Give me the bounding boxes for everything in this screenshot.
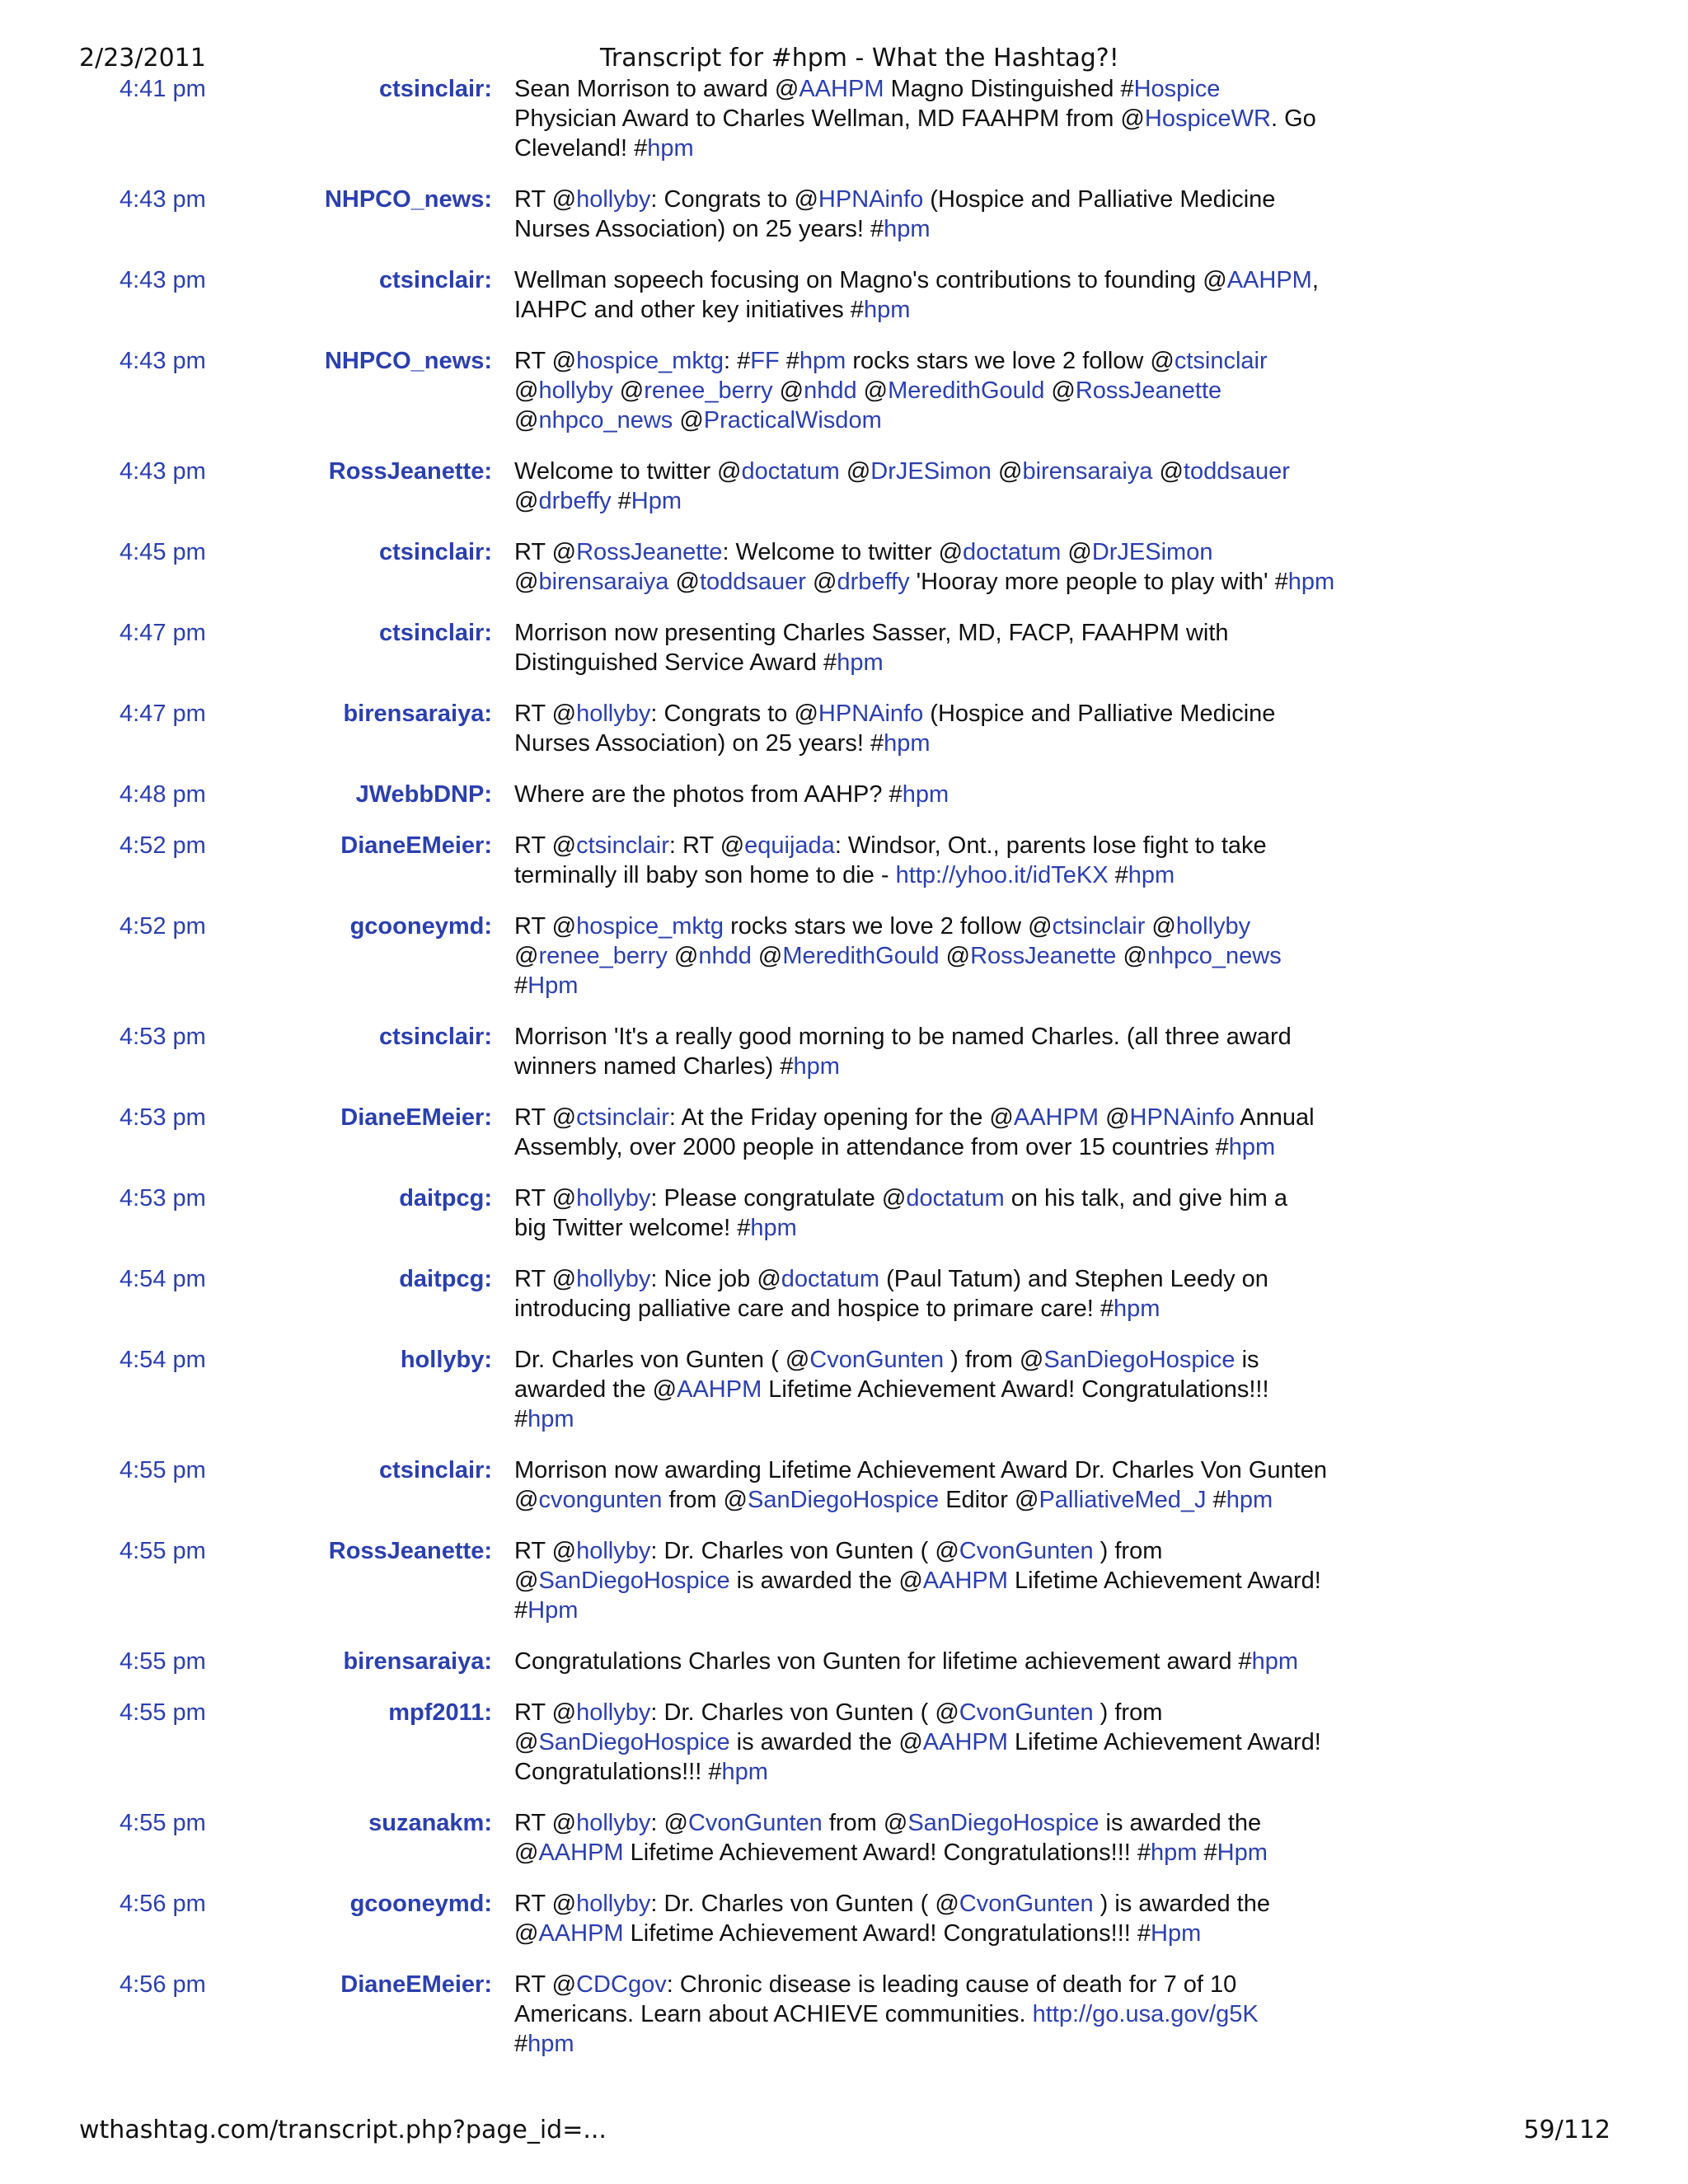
message-link[interactable]: hpm	[528, 2031, 574, 2057]
message-link[interactable]: doctatum	[906, 1185, 1005, 1212]
message-link[interactable]: birensaraiya	[1022, 458, 1153, 485]
message-line: IAHPC and other key initiatives #hpm	[514, 297, 911, 323]
row-message	[514, 1808, 1421, 1868]
message-link[interactable]: renee_berry	[538, 943, 668, 969]
message-link[interactable]: doctatum	[741, 458, 840, 485]
message-link[interactable]: HPNAinfo	[1129, 1104, 1235, 1131]
row-username[interactable]: ctsinclair:	[379, 267, 492, 293]
message-link[interactable]: nhdd	[804, 377, 857, 404]
row-username[interactable]: gcooneymd:	[349, 1891, 492, 1917]
message-line: RT @hollyby: Please congratulate @doctatum on his talk, and give him a	[514, 1185, 1287, 1212]
message-link[interactable]: AAHPM	[799, 76, 884, 102]
row-time[interactable]: 4:55 pm	[120, 1648, 206, 1675]
row-message	[514, 1698, 1421, 1787]
message-line: @renee_berry @nhdd @MeredithGould @RossJeanette @nhpco_news	[514, 943, 1282, 969]
message-line: RT @ctsinclair: RT @equijada: Windsor, Ont., parents lose fight to take	[514, 832, 1267, 859]
message-link[interactable]: http://yhoo.it/idTeKX	[895, 862, 1109, 888]
message-line: RT @hollyby: Congrats to @HPNAinfo (Hospice and Palliative Medicine	[514, 186, 1276, 213]
message-link[interactable]: birensaraiya	[538, 569, 669, 595]
message-link[interactable]: hospice_mktg	[576, 348, 724, 374]
message-line: Nurses Association) on 25 years! #hpm	[514, 730, 931, 757]
row-username[interactable]: JWebbDNP:	[355, 781, 492, 808]
message-link[interactable]: AAHPM	[538, 1920, 624, 1947]
message-link[interactable]: hpm	[884, 216, 931, 242]
message-line: #Hpm	[514, 1597, 579, 1624]
message-line: @hollyby @renee_berry @nhdd @MeredithGould @RossJeanette	[514, 377, 1222, 404]
message-line: Dr. Charles von Gunten ( @CvonGunten ) from @SanDiegoHospice is	[514, 1347, 1259, 1373]
row-time[interactable]: 4:52 pm	[120, 913, 206, 940]
row-time[interactable]: 4:55 pm	[120, 1810, 206, 1836]
message-link[interactable]: RossJeanette	[970, 943, 1117, 969]
message-line: Nurses Association) on 25 years! #hpm	[514, 216, 931, 242]
message-link[interactable]: Hpm	[528, 972, 579, 999]
message-link[interactable]: AAHPM	[1013, 1104, 1100, 1131]
message-link[interactable]: MeredithGould	[782, 943, 940, 969]
row-message	[514, 618, 1421, 677]
message-line: introducing palliative care and hospice to primare care! #hpm	[514, 1296, 1160, 1322]
message-link[interactable]: nhpco_news	[538, 407, 673, 434]
message-line: Morrison now presenting Charles Sasser, MD, FACP, FAAHPM with	[514, 620, 1229, 646]
message-link[interactable]: CvonGunten	[687, 1810, 823, 1836]
message-link[interactable]: http://go.usa.gov/g5K	[1032, 2001, 1259, 2027]
row-time[interactable]: 4:43 pm	[120, 186, 206, 213]
row-username[interactable]: RossJeanette:	[328, 458, 492, 485]
row-username[interactable]: suzanakm:	[368, 1810, 492, 1836]
message-link[interactable]: ctsinclair	[576, 832, 669, 859]
message-link[interactable]: hpm	[1128, 862, 1175, 888]
row-time[interactable]: 4:45 pm	[120, 539, 206, 565]
row-username[interactable]: ctsinclair:	[379, 539, 492, 565]
message-line: RT @hollyby: Dr. Charles von Gunten ( @CvonGunten ) is awarded the	[514, 1891, 1270, 1917]
message-link[interactable]: ctsinclair	[1174, 348, 1268, 374]
row-username[interactable]: RossJeanette:	[328, 1538, 492, 1564]
message-link[interactable]: nhdd	[698, 943, 752, 969]
row-time[interactable]: 4:43 pm	[120, 348, 206, 374]
message-line: @nhpco_news @PracticalWisdom	[514, 407, 882, 434]
row-username[interactable]: daitpcg:	[399, 1266, 492, 1292]
message-link[interactable]: SanDiegoHospice	[538, 1568, 730, 1594]
message-link[interactable]: CvonGunten	[959, 1891, 1094, 1917]
row-time[interactable]: 4:48 pm	[120, 781, 206, 808]
message-line: Welcome to twitter @doctatum @DrJESimon @birensaraiya @toddsauer	[514, 458, 1290, 485]
row-username[interactable]: ctsinclair:	[379, 1457, 492, 1483]
message-link[interactable]: hpm	[1228, 1134, 1276, 1160]
message-line: big Twitter welcome! #hpm	[514, 1215, 797, 1241]
row-message	[514, 346, 1421, 435]
message-link[interactable]: hpm	[1226, 1487, 1273, 1513]
message-link[interactable]: DrJESimon	[870, 458, 992, 485]
message-link[interactable]: RossJeanette	[1075, 377, 1222, 404]
message-line: @AAHPM Lifetime Achievement Award! Congratulations!!! #Hpm	[514, 1920, 1202, 1947]
row-time[interactable]: 4:52 pm	[120, 832, 206, 859]
page-number: 59/112	[1523, 2116, 1611, 2144]
row-message	[514, 457, 1421, 516]
message-line: RT @hollyby: Dr. Charles von Gunten ( @CvonGunten ) from	[514, 1538, 1163, 1564]
row-time[interactable]: 4:55 pm	[120, 1538, 206, 1564]
message-line: @cvongunten from @SanDiegoHospice Editor @PalliativeMed_J #hpm	[514, 1487, 1273, 1513]
message-line: @drbeffy #Hpm	[514, 488, 682, 514]
message-link[interactable]: AAHPM	[922, 1568, 1008, 1594]
message-line: Morrison 'It's a really good morning to be named Charles. (all three award	[514, 1024, 1292, 1050]
row-message	[514, 1889, 1421, 1948]
message-link[interactable]: AAHPM	[677, 1376, 762, 1403]
row-message	[514, 537, 1421, 597]
message-line: @AAHPM Lifetime Achievement Award! Congratulations!!! #hpm #Hpm	[514, 1840, 1268, 1866]
row-username[interactable]: DianeEMeier:	[340, 1104, 492, 1131]
message-link[interactable]: hollyby	[576, 1538, 651, 1564]
message-line: Morrison now awarding Lifetime Achievement Award Dr. Charles Von Gunten	[514, 1457, 1327, 1483]
message-link[interactable]: PalliativeMed_J	[1039, 1487, 1207, 1513]
message-link[interactable]: HPNAinfo	[818, 186, 924, 213]
message-link[interactable]: hpm	[837, 649, 884, 676]
print-date: 2/23/2011	[79, 44, 206, 73]
message-line: RT @hollyby: Congrats to @HPNAinfo (Hospice and Palliative Medicine	[514, 701, 1276, 727]
row-message	[514, 1183, 1421, 1243]
message-link[interactable]: hollyby	[576, 1810, 651, 1836]
message-link[interactable]: hpm	[863, 297, 911, 323]
message-line: RT @hospice_mktg: #FF #hpm rocks stars we love 2 follow @ctsinclair	[514, 348, 1268, 374]
message-line: Assembly, over 2000 people in attendance from over 15 countries #hpm	[514, 1134, 1276, 1160]
message-line: winners named Charles) #hpm	[514, 1053, 840, 1080]
message-link[interactable]: hollyby	[576, 1891, 651, 1917]
message-link[interactable]: RossJeanette	[576, 539, 723, 565]
message-link[interactable]: hpm	[721, 1759, 768, 1785]
message-link[interactable]: Hpm	[631, 488, 682, 514]
message-link[interactable]: hpm	[1151, 1840, 1198, 1866]
row-username[interactable]: ctsinclair:	[379, 76, 492, 102]
message-line: #hpm	[514, 1406, 574, 1432]
message-line: RT @CDCgov: Chronic disease is leading cause of death for 7 of 10	[514, 1971, 1237, 1998]
message-line: Congratulations Charles von Gunten for lifetime achievement award #hpm	[514, 1648, 1299, 1675]
message-link[interactable]: toddsauer	[699, 569, 806, 595]
row-message	[514, 699, 1421, 758]
row-time[interactable]: 4:43 pm	[120, 458, 206, 485]
message-link[interactable]: doctatum	[781, 1266, 880, 1292]
row-message	[514, 831, 1421, 890]
row-username[interactable]: gcooneymd:	[349, 913, 492, 940]
message-line: Where are the photos from AAHP? #hpm	[514, 781, 950, 808]
message-link[interactable]: Hospice	[1133, 76, 1221, 102]
message-link[interactable]: hpm	[1251, 1648, 1299, 1675]
message-link[interactable]: drbeffy	[538, 488, 612, 514]
row-message	[514, 1970, 1421, 2059]
message-link[interactable]: PracticalWisdom	[703, 407, 882, 434]
row-time[interactable]: 4:47 pm	[120, 701, 206, 727]
message-link[interactable]: hollyby	[538, 377, 613, 404]
message-link[interactable]: CDCgov	[576, 1971, 667, 1998]
message-line: RT @RossJeanette: Welcome to twitter @doctatum @DrJESimon	[514, 539, 1213, 565]
message-link[interactable]: cvongunten	[538, 1487, 663, 1513]
message-link[interactable]: SanDiegoHospice	[907, 1810, 1100, 1836]
page-title: Transcript for #hpm - What the Hashtag?!	[600, 44, 1119, 73]
message-line: RT @ctsinclair: At the Friday opening for the @AAHPM @HPNAinfo Annual	[514, 1104, 1315, 1131]
message-link[interactable]: HospiceWR	[1144, 105, 1271, 132]
message-link[interactable]: equijada	[744, 832, 835, 859]
message-link[interactable]: hpm	[528, 1406, 574, 1432]
row-message	[514, 185, 1421, 244]
message-link[interactable]: hpm	[750, 1215, 797, 1241]
message-link[interactable]: ctsinclair	[576, 1104, 669, 1131]
row-time[interactable]: 4:47 pm	[120, 620, 206, 646]
row-message	[514, 1536, 1421, 1625]
message-link[interactable]: AAHPM	[538, 1840, 624, 1866]
message-link[interactable]: CvonGunten	[959, 1538, 1094, 1564]
row-message	[514, 74, 1421, 163]
row-username[interactable]: mpf2011:	[388, 1699, 492, 1726]
message-line: awarded the @AAHPM Lifetime Achievement Award! Congratulations!!!	[514, 1376, 1269, 1403]
message-line: RT @hollyby: Nice job @doctatum (Paul Tatum) and Stephen Leedy on	[514, 1266, 1268, 1292]
footer-url: wthashtag.com/transcript.php?page_id=...	[79, 2116, 607, 2144]
message-line: #Hpm	[514, 972, 579, 999]
message-line: @SanDiegoHospice is awarded the @AAHPM Lifetime Achievement Award!	[514, 1568, 1321, 1594]
message-link[interactable]: SanDiegoHospice	[538, 1729, 730, 1755]
message-link[interactable]: FF	[750, 348, 780, 374]
row-time[interactable]: 4:41 pm	[120, 76, 206, 102]
message-link[interactable]: hpm	[1114, 1296, 1160, 1322]
message-link[interactable]: MeredithGould	[888, 377, 1045, 404]
message-link[interactable]: hollyby	[576, 1185, 651, 1212]
message-line: #hpm	[514, 2031, 574, 2057]
message-line: Physician Award to Charles Wellman, MD FAAHPM from @HospiceWR. Go	[514, 105, 1316, 132]
row-message	[514, 1455, 1421, 1515]
row-message	[514, 1022, 1421, 1081]
message-link[interactable]: renee_berry	[644, 377, 773, 404]
row-username[interactable]: hollyby:	[400, 1347, 492, 1373]
message-line: Sean Morrison to award @AAHPM Magno Distinguished #Hospice	[514, 76, 1221, 102]
row-message	[514, 912, 1421, 1001]
message-link[interactable]: hollyby	[576, 701, 651, 727]
message-link[interactable]: drbeffy	[837, 569, 910, 595]
row-message	[514, 1103, 1421, 1162]
row-time[interactable]: 4:53 pm	[120, 1024, 206, 1050]
message-link[interactable]: Hpm	[1151, 1920, 1202, 1947]
row-username[interactable]: DianeEMeier:	[340, 1971, 492, 1998]
message-line: RT @hollyby: @CvonGunten from @SanDiegoHospice is awarded the	[514, 1810, 1262, 1836]
message-link[interactable]: hospice_mktg	[576, 913, 724, 940]
message-line: RT @hospice_mktg rocks stars we love 2 follow @ctsinclair @hollyby	[514, 913, 1251, 940]
message-link[interactable]: SanDiegoHospice	[1043, 1347, 1236, 1373]
row-time[interactable]: 4:43 pm	[120, 267, 206, 293]
message-link[interactable]: DrJESimon	[1091, 539, 1213, 565]
message-line: @SanDiegoHospice is awarded the @AAHPM Lifetime Achievement Award!	[514, 1729, 1321, 1755]
row-time[interactable]: 4:56 pm	[120, 1891, 206, 1917]
row-time[interactable]: 4:53 pm	[120, 1104, 206, 1131]
message-line: terminally ill baby son home to die - http://yhoo.it/idTeKX #hpm	[514, 862, 1175, 888]
message-line: @birensaraiya @toddsauer @drbeffy 'Hooray more people to play with' #hpm	[514, 569, 1335, 595]
message-line: Wellman sopeech focusing on Magno's contributions to founding @AAHPM,	[514, 267, 1319, 293]
row-username[interactable]: ctsinclair:	[379, 620, 492, 646]
row-username[interactable]: NHPCO_news:	[324, 186, 492, 213]
row-time[interactable]: 4:54 pm	[120, 1266, 206, 1292]
message-link[interactable]: HPNAinfo	[818, 701, 924, 727]
message-link[interactable]: doctatum	[963, 539, 1062, 565]
message-line: Distinguished Service Award #hpm	[514, 649, 884, 676]
message-link[interactable]: CvonGunten	[959, 1699, 1094, 1726]
message-link[interactable]: hollyby	[576, 1699, 651, 1726]
message-link[interactable]: hpm	[799, 348, 846, 374]
message-link[interactable]: toddsauer	[1183, 458, 1290, 485]
row-username[interactable]: birensaraiya:	[343, 701, 492, 727]
message-link[interactable]: CvonGunten	[809, 1347, 945, 1373]
row-message	[514, 1264, 1421, 1324]
row-time[interactable]: 4:55 pm	[120, 1457, 206, 1483]
row-message	[514, 1647, 1421, 1676]
row-username[interactable]: birensaraiya:	[343, 1648, 492, 1675]
message-link[interactable]: hpm	[902, 781, 950, 808]
message-link[interactable]: hollyby	[576, 1266, 651, 1292]
row-username[interactable]: ctsinclair:	[379, 1024, 492, 1050]
message-link[interactable]: hpm	[647, 135, 694, 162]
row-message	[514, 265, 1421, 325]
row-username[interactable]: NHPCO_news:	[324, 348, 492, 374]
row-time[interactable]: 4:56 pm	[120, 1971, 206, 1998]
row-username[interactable]: DianeEMeier:	[340, 832, 492, 859]
message-link[interactable]: AAHPM	[1226, 267, 1312, 293]
message-link[interactable]: hollyby	[1175, 913, 1251, 940]
message-link[interactable]: hollyby	[576, 186, 651, 213]
message-link[interactable]: SanDiegoHospice	[747, 1487, 940, 1513]
message-line: RT @hollyby: Dr. Charles von Gunten ( @CvonGunten ) from	[514, 1699, 1163, 1726]
message-link[interactable]: Hpm	[1217, 1840, 1268, 1866]
row-message	[514, 780, 1421, 809]
row-time[interactable]: 4:55 pm	[120, 1699, 206, 1726]
row-time[interactable]: 4:53 pm	[120, 1185, 206, 1212]
message-link[interactable]: ctsinclair	[1052, 913, 1146, 940]
message-link[interactable]: AAHPM	[922, 1729, 1008, 1755]
message-link[interactable]: hpm	[1287, 569, 1335, 595]
message-line: Cleveland! #hpm	[514, 135, 694, 162]
row-message	[514, 1345, 1421, 1434]
message-link[interactable]: hpm	[884, 730, 931, 757]
message-line: Americans. Learn about ACHIEVE communities. http://go.usa.gov/g5K	[514, 2001, 1259, 2027]
message-link[interactable]: nhpco_news	[1146, 943, 1282, 969]
message-line: Congratulations!!! #hpm	[514, 1759, 768, 1785]
row-username[interactable]: daitpcg:	[399, 1185, 492, 1212]
message-link[interactable]: hpm	[793, 1053, 840, 1080]
message-link[interactable]: Hpm	[528, 1597, 579, 1624]
row-time[interactable]: 4:54 pm	[120, 1347, 206, 1373]
